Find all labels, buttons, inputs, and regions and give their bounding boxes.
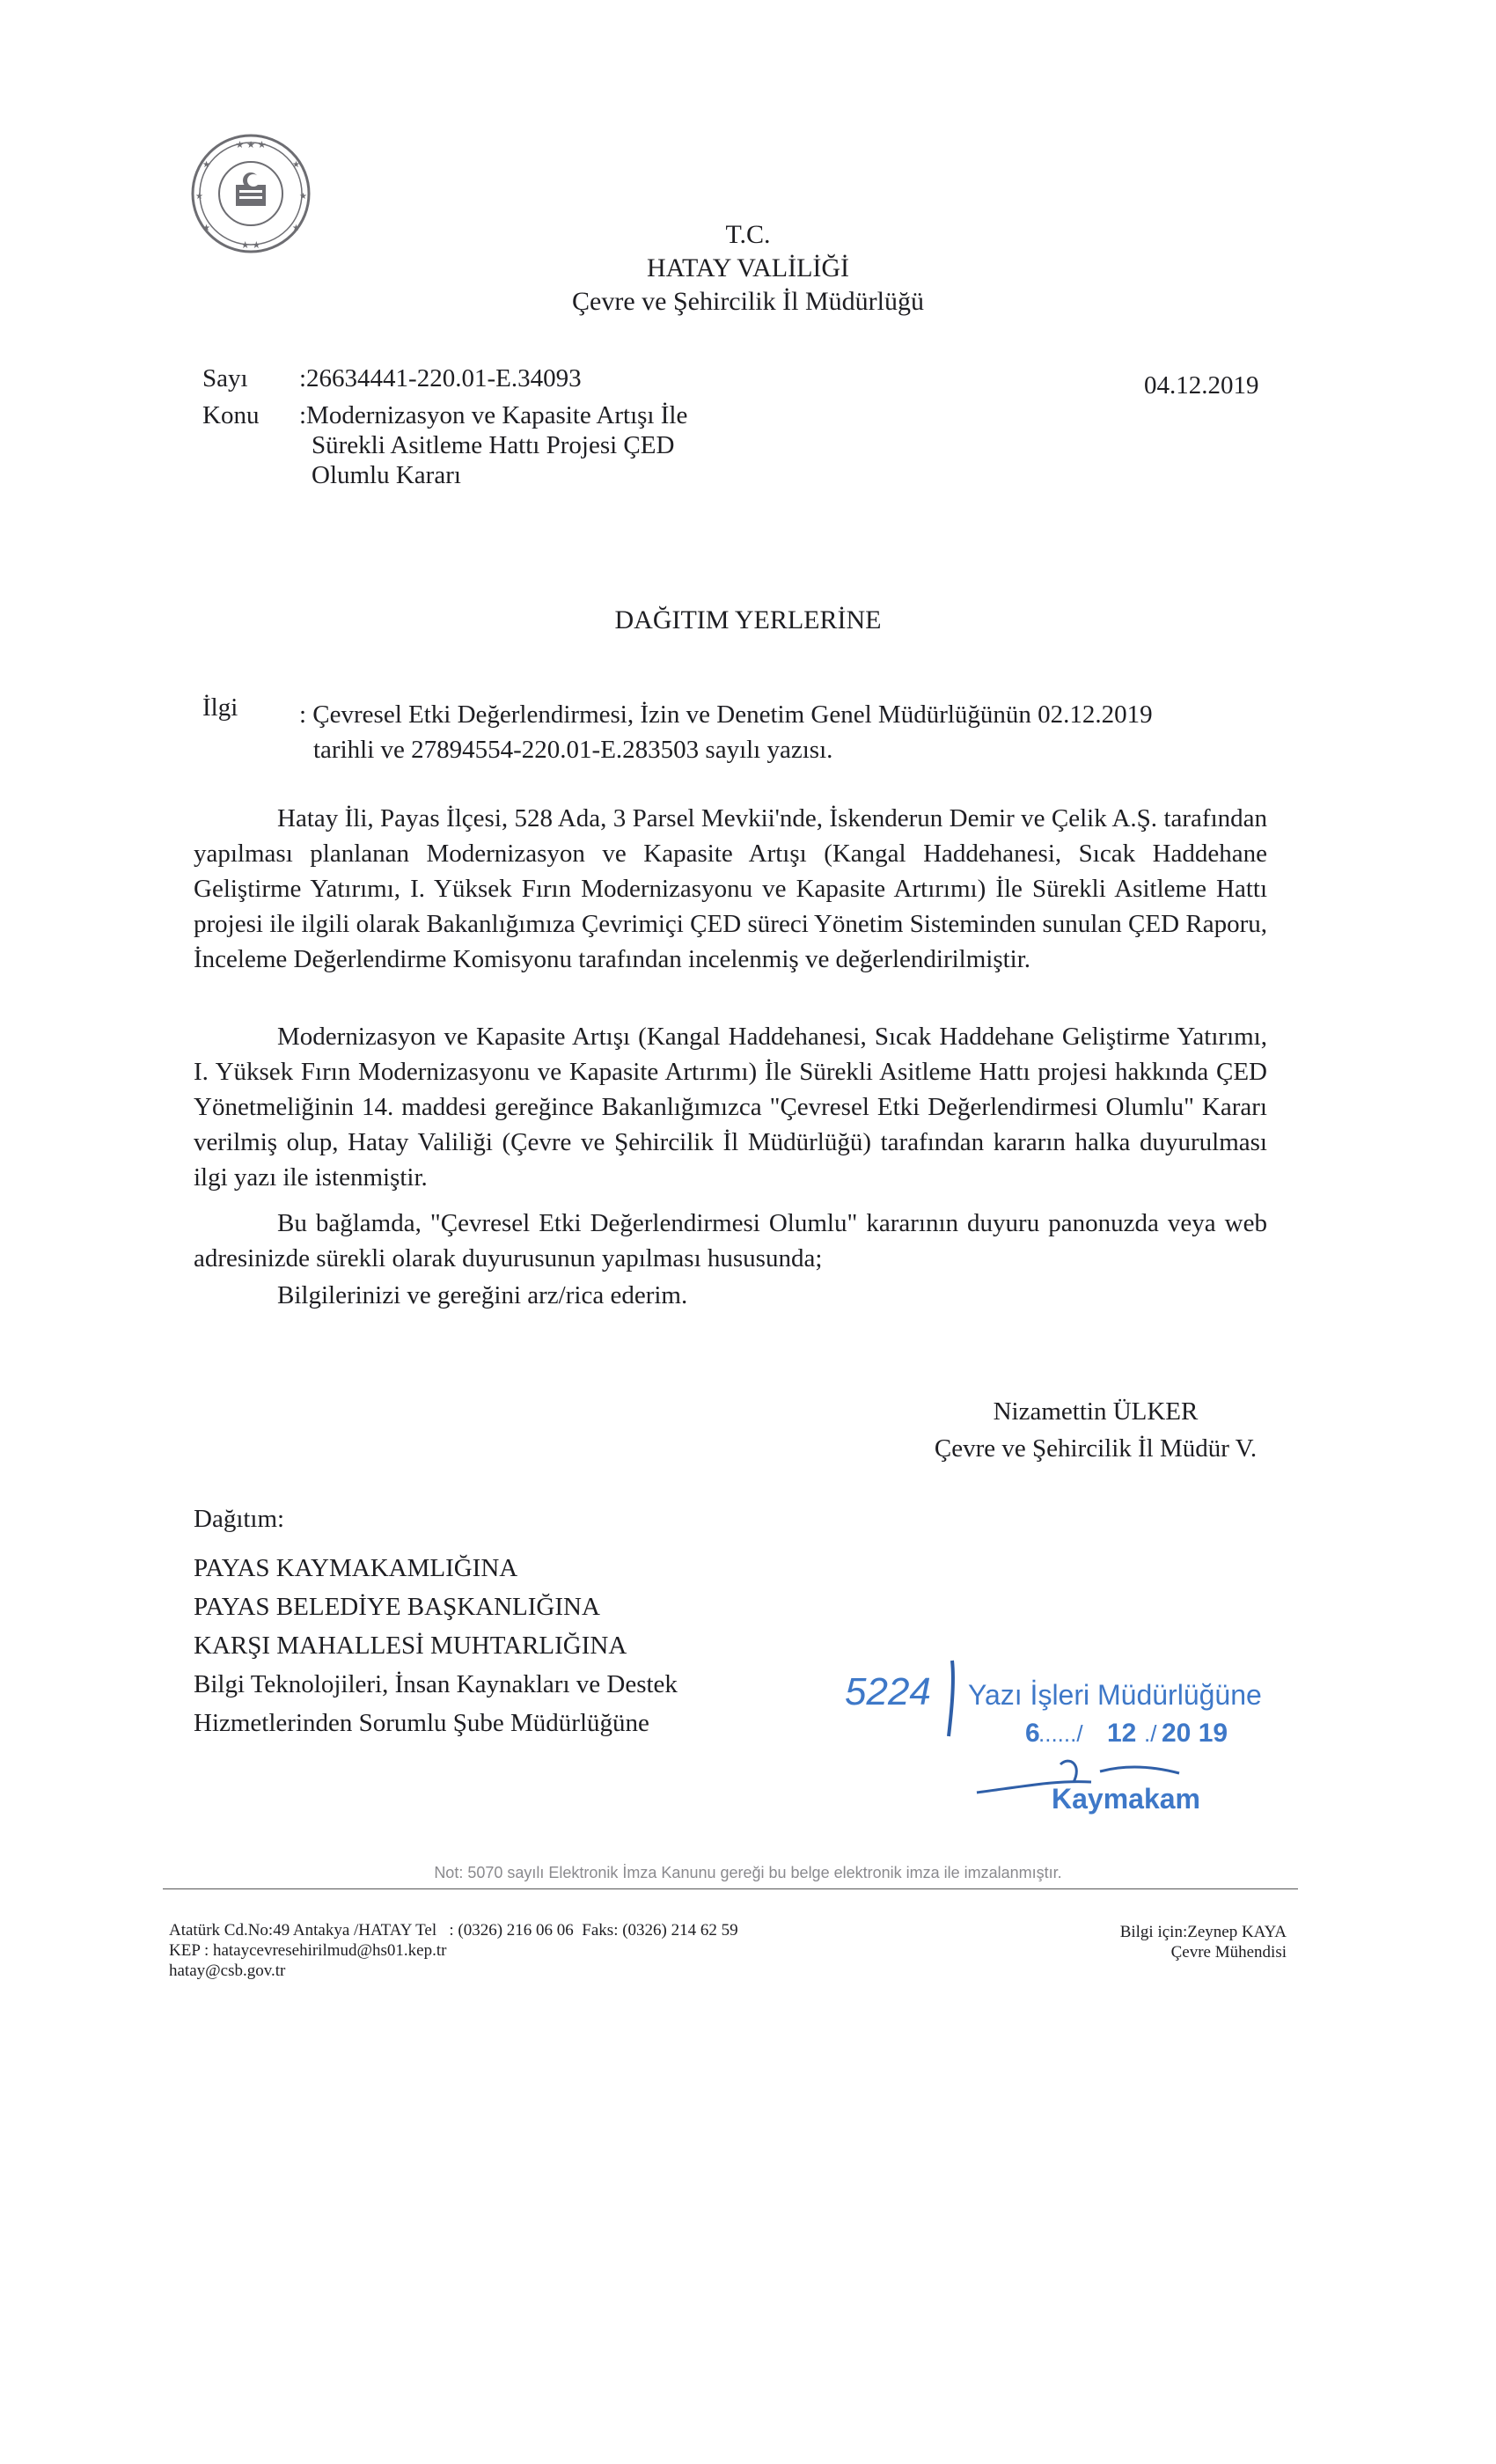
footer-divider (163, 1888, 1298, 1889)
konu-line-2: Sürekli Asitleme Hattı Projesi ÇED (312, 431, 675, 459)
footer-email: hatay@csb.gov.tr (169, 1962, 286, 1980)
distribution-item-3: KARŞI MAHALLESİ MUHTARLIĞINA (194, 1632, 627, 1660)
stamp-title: Yazı İşleri Müdürlüğüne (968, 1679, 1262, 1711)
svg-text:....../: ....../ (1038, 1720, 1083, 1747)
header-tc: T.C. (725, 220, 771, 249)
svg-text:★: ★ (202, 224, 210, 233)
distribution-item-2: PAYAS BELEDİYE BAŞKANLIĞINA (194, 1593, 600, 1621)
header-governorship: HATAY VALİLİĞİ (646, 253, 850, 282)
svg-text:./: ./ (1144, 1720, 1157, 1747)
body-paragraph-2: Modernizasyon ve Kapasite Artışı (Kangal Haddehanesi, Sıcak Haddehane Geliştirme Yatırımı, I. Yüksek Fırın Modernizasyonu ve Kapasite Artırımı) İle Sürekli Asitleme Hattı projesi hakkında ÇED Yönetmeliğinin 14. maddesi gereğince Bakanlığımızca "Çevresel Etki Değerlendirmesi Olumlu" Kararı verilmiş olup, Hatay Valiliği (Çevre ve Şehircilik İl Müdürlüğü) tarafından kararın halka duyurulması ilgi yazı ile istenmiştir. (194, 1023, 1267, 1192)
footer-address: Atatürk Cd.No:49 Antakya /HATAY Tel : (0326) 216 06 06 Faks: (0326) 214 62 59 (169, 1921, 738, 1940)
svg-text:★: ★ (299, 192, 307, 202)
distribution-item-5: Hizmetlerinden Sorumlu Şube Müdürlüğüne (194, 1709, 649, 1737)
ilgi-line-1: : Çevresel Etki Değerlendirmesi, İzin ve Denetim Genel Müdürlüğünün 02.12.2019 (299, 700, 1153, 729)
svg-text:★: ★ (195, 192, 203, 202)
recipient-title: DAĞITIM YERLERİNE (614, 605, 882, 634)
stamp-date-month: 12 (1107, 1719, 1137, 1748)
footer-contact-name: Bilgi için:Zeynep KAYA (1119, 1923, 1287, 1941)
svg-text:★ ★: ★ ★ (240, 240, 261, 251)
signatory-name: Nizamettin ÜLKER (993, 1397, 1199, 1426)
konu-line-1: :Modernizasyon ve Kapasite Artışı İle (299, 401, 688, 429)
konu-label: Konu (202, 401, 260, 429)
document-date: 04.12.2019 (1144, 371, 1259, 400)
e-signature-note: Not: 5070 sayılı Elektronik İmza Kanunu gereği bu belge elektronik imza ile imzalanmıştır. (434, 1864, 1062, 1881)
distribution-item-1: PAYAS KAYMAKAMLIĞINA (194, 1554, 518, 1582)
sayi-label: Sayı (202, 364, 248, 392)
body-paragraph-4: Bilgilerinizi ve gereğini arz/rica ederim. (277, 1281, 688, 1309)
header-directorate: Çevre ve Şehircilik İl Müdürlüğü (572, 287, 924, 316)
ilgi-label: İlgi (202, 693, 238, 722)
stamp-date-day: 6 (1025, 1719, 1040, 1748)
svg-text:★: ★ (202, 160, 210, 170)
svg-text:★: ★ (292, 160, 300, 170)
distribution-label: Dağıtım: (194, 1505, 285, 1533)
signatory-title: Çevre ve Şehircilik İl Müdür V. (934, 1434, 1258, 1463)
registry-stamp (836, 1632, 1329, 1835)
svg-text:★: ★ (292, 224, 300, 233)
ilgi-line-2: tarihli ve 27894554-220.01-E.283503 sayılı yazısı. (313, 736, 833, 764)
body-paragraph-3: Bu bağlamda, "Çevresel Etki Değerlendirmesi Olumlu" kararının duyuru panonuzda veya web adresinizde sürekli olarak duyurusunun yapılması hususunda; (194, 1209, 1267, 1272)
sayi-value: :26634441-220.01-E.34093 (299, 364, 582, 392)
konu-line-3: Olumlu Kararı (312, 461, 461, 489)
footer-kep: KEP : hataycevresehirilmud@hs01.kep.tr (169, 1941, 447, 1960)
footer-contact-role: Çevre Mühendisi (1170, 1943, 1287, 1962)
stamp-date-year: 20 19 (1162, 1719, 1228, 1748)
stamp-handwritten-number: 5224 (845, 1670, 931, 1713)
distribution-item-4: Bilgi Teknolojileri, İnsan Kaynakları ve Destek (194, 1670, 678, 1698)
body-paragraph-1: Hatay İli, Payas İlçesi, 528 Ada, 3 Parsel Mevkii'nde, İskenderun Demir ve Çelik A.Ş. tarafından yapılması planlanan Modernizasyon ve Kapasite Artışı (Kangal Haddehanesi, Sıcak Haddehane Geliştirme Yatırımı, I. Yüksek Fırın Modernizasyonu ve Kapasite Artırımı) İle Sürekli Asitleme Hattı projesi ile ilgili olarak Bakanlığımıza Çevrimiçi ÇED süreci Yönetim Sisteminden sunulan ÇED Raporu, İnceleme Değerlendirme Komisyonu tarafından incelenmiş ve değerlendirilmiştir. (194, 804, 1267, 973)
stamp-role: Kaymakam (1052, 1783, 1200, 1815)
svg-text:★ ★ ★: ★ ★ ★ (235, 140, 267, 150)
